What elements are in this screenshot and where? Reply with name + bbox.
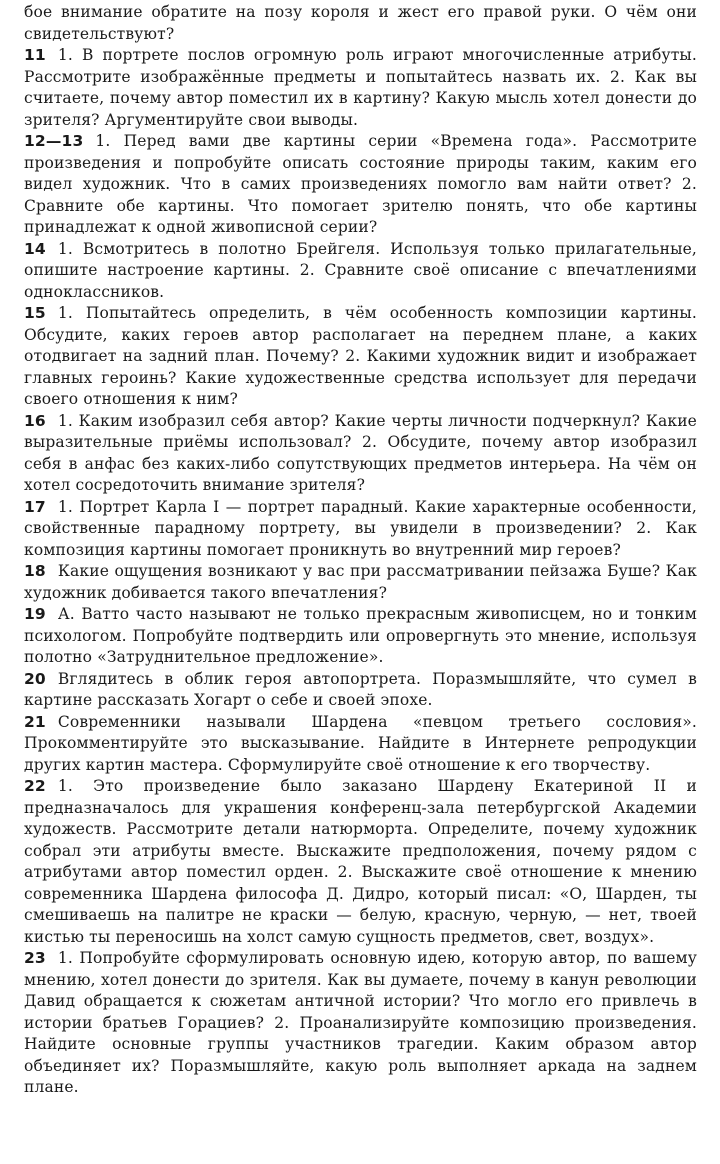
question-text: 1. Попробуйте сформулировать основную идею, которую автор, по вашему мнению, хотел донести до зрителя. Как вы думаете, почему в канун революции Давид обращается к сюжетам античной истории? Что могло его привлечь в истории братьев Горациев? 2. Проанализируйте композицию произведения. Найдите основные группы участников трагедии. Каким образом автор объединяет их? Поразмышляйте, какую роль выполняет аркада на заднем плане. [24, 949, 697, 1096]
question-text: 1. Всмотритесь в полотно Брейгеля. Используя только прилагательные, опишите настроение картины. 2. Сравните своё описание с впечатлениями одноклассников. [24, 239, 697, 301]
question-16 [24, 411, 697, 497]
question-number: 22 [24, 777, 46, 795]
question-text: 1. Это произведение было заказано Шардену Екатериной II и предназначалось для украшения конференц-зала петербургской Академии художеств. Рассмотрите детали натюрморта. Определите, почему художник собрал эти атрибуты вместе. Выскажите предположения, почему рядом с атрибутами автор поместил орден. 2. Выскажите своё отношение к мнению современника Шардена философа Д. Дидро, который писал: «О, Шарден, ты смешиваешь на палитре не краски — белую, красную, черную, — нет, твоей кистью ты переносишь на холст самую сущность предметов, свет, воздух». [24, 777, 697, 946]
question-text: 1. Каким изобразил себя автор? Какие черты личности подчеркнул? Какие выразительные приёмы использовал? 2. Обсудите, почему автор изобразил себя в анфас без каких-либо сопутствующих предметов интерьера. На чём он хотел сосредоточить внимание зрителя? [24, 411, 697, 494]
text-page [24, 2, 697, 1099]
question-14 [24, 239, 697, 304]
question-12-13 [24, 131, 697, 239]
question-19 [24, 604, 697, 669]
question-number: 23 [24, 949, 46, 967]
question-number: 19 [24, 605, 46, 623]
question-text: 1. Перед вами две картины серии «Времена года». Рассмотрите произведения и попробуйте описать состояние природы таким, каким его видел художник. Что в самих произведениях помогло вам найти ответ? 2. Сравните обе картины. Что помогает зрителю понять, что обе картины принадлежат к одной живописной серии? [24, 132, 697, 236]
question-text: 1. Попытайтесь определить, в чём особенность композиции картины. Обсудите, каких героев автор располагает на переднем плане, а каких отодвигает на задний план. Почему? 2. Какими художник видит и изображает главных героинь? Какие художественные средства использует для передачи своего отношения к ним? [24, 304, 697, 408]
question-number: 11 [24, 46, 46, 64]
question-text: 1. Портрет Карла I — портрет парадный. Какие характерные особенности, свойственные парадному портрету, вы увидели в произведении? 2. Как композиция картины помогает проникнуть во внутренний мир героев? [24, 497, 697, 559]
question-15 [24, 303, 697, 411]
question-number: 20 [24, 669, 46, 688]
question-number: 17 [24, 497, 46, 516]
question-23 [24, 948, 697, 1099]
paragraph-continuation [24, 2, 697, 45]
paragraph-text: бое внимание обратите на позу короля и жест его правой руки. О чём они свидетельствуют? [24, 3, 697, 43]
question-text: Современники называли Шардена «певцом третьего сословия». Прокомментируйте это высказывание. Найдите в Интернете репродукции других картин мастера. Сформулируйте своё отношение к его творчеству. [24, 712, 697, 774]
question-20 [24, 669, 697, 712]
question-text: 1. В портрете послов огромную роль играют многочисленные атрибуты. Рассмотрите изображённые предметы и попытайтесь назвать их. 2. Как вы считаете, почему автор поместил их в картину? Какую мысль хотел донести до зрителя? Аргументируйте свои выводы. [24, 46, 697, 129]
question-text: Вглядитесь в облик героя автопортрета. Поразмышляйте, что сумел в картине рассказать Хогарт о себе и своей эпохе. [24, 669, 697, 709]
question-18 [24, 561, 697, 604]
question-number: 16 [24, 411, 46, 430]
question-number: 18 [24, 562, 46, 580]
question-text: Какие ощущения возникают у вас при рассматривании пейзажа Буше? Как художник добивается такого впечатления? [24, 562, 697, 602]
question-number: 15 [24, 304, 46, 322]
question-21 [24, 712, 697, 777]
question-17 [24, 497, 697, 562]
question-number: 14 [24, 239, 46, 258]
question-text: А. Ватто часто называют не только прекрасным живописцем, но и тонким психологом. Попробуйте подтвердить или опровергнуть это мнение, используя полотно «Затруднительное предложение». [24, 605, 697, 666]
question-22 [24, 776, 697, 948]
question-number: 12—13 [24, 132, 84, 150]
question-number: 21 [24, 712, 46, 731]
question-11 [24, 45, 697, 131]
